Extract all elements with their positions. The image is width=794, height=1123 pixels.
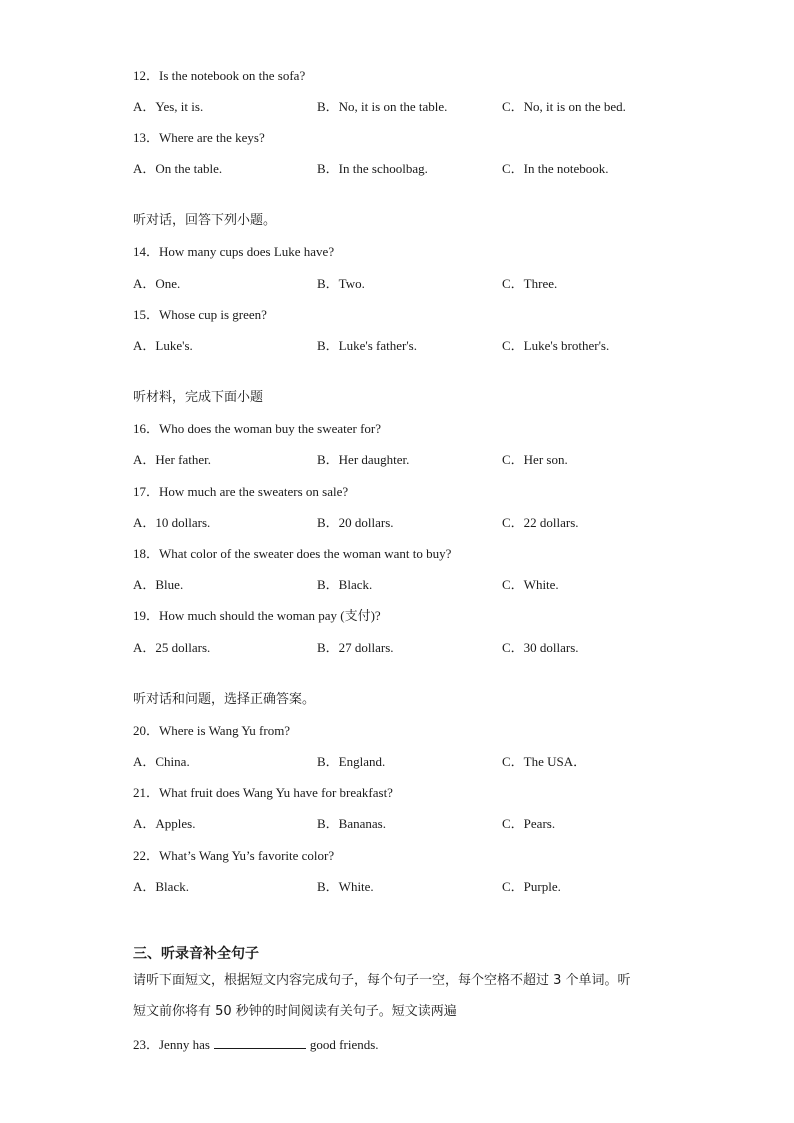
option-17-b: B．20 dollars. (317, 515, 394, 530)
question-12: 12．Is the notebook on the sofa? (133, 68, 306, 83)
section-3-title: 三、听录音补全句子 (133, 946, 259, 962)
option-13-a: A．On the table. (133, 161, 223, 176)
option-13-c: C．In the notebook. (502, 161, 609, 176)
section-3-instruction-line-2: 短文前你将有 50 秒钟的时间阅读有关句子。短文读两遍 (133, 1004, 457, 1019)
question-23-prefix: 23．Jenny has (133, 1037, 210, 1052)
option-22-c: C．Purple. (502, 879, 561, 894)
option-21-c: C．Pears. (502, 816, 556, 831)
question-20: 20．Where is Wang Yu from? (133, 723, 291, 738)
option-14-b: B．Two. (317, 276, 365, 291)
option-17-c: C．22 dollars. (502, 515, 579, 530)
option-20-a: A．China. (133, 754, 190, 769)
option-19-a: A．25 dollars. (133, 640, 211, 655)
option-18-c: C．White. (502, 577, 559, 592)
instruction-dialogue-questions: 听对话和问题，选择正确答案。 (133, 692, 316, 707)
option-16-c: C．Her son. (502, 452, 568, 467)
question-16: 16．Who does the woman buy the sweater for? (133, 421, 382, 436)
option-19-b: B．27 dollars. (317, 640, 394, 655)
option-22-b: B．White. (317, 879, 374, 894)
question-13: 13．Where are the keys? (133, 130, 265, 145)
question-17: 17．How much are the sweaters on sale? (133, 484, 349, 499)
question-23 (133, 1036, 379, 1053)
option-17-a: A．10 dollars. (133, 515, 211, 530)
option-16-a: A．Her father. (133, 452, 211, 467)
option-21-a: A．Apples. (133, 816, 196, 831)
question-19: 19．How much should the woman pay (支付)? (133, 608, 381, 623)
option-14-c: C．Three. (502, 276, 558, 291)
option-19-c: C．30 dollars. (502, 640, 579, 655)
question-18: 18．What color of the sweater does the woman want to buy? (133, 546, 452, 561)
answer-blank[interactable] (214, 1036, 306, 1049)
option-18-a: A．Blue. (133, 577, 184, 592)
option-18-b: B．Black. (317, 577, 373, 592)
option-13-b: B．In the schoolbag. (317, 161, 428, 176)
option-15-c: C．Luke's brother's. (502, 338, 610, 353)
option-12-b: B．No, it is on the table. (317, 99, 448, 114)
instruction-material: 听材料，完成下面小题 (133, 390, 264, 405)
option-12-a: A．Yes, it is. (133, 99, 204, 114)
question-15: 15．Whose cup is green? (133, 307, 267, 322)
option-21-b: B．Bananas. (317, 816, 386, 831)
option-15-a: A．Luke's. (133, 338, 193, 353)
option-14-a: A．One. (133, 276, 181, 291)
question-21: 21．What fruit does Wang Yu have for breakfast? (133, 785, 393, 800)
option-15-b: B．Luke's father's. (317, 338, 417, 353)
question-14: 14．How many cups does Luke have? (133, 244, 335, 259)
section-3-instructions (133, 965, 663, 1027)
question-23-suffix: good friends. (309, 1037, 379, 1052)
instruction-dialogue-1: 听对话，回答下列小题。 (133, 213, 277, 228)
option-22-a: A．Black. (133, 879, 189, 894)
option-20-c: C．The USA． (502, 754, 587, 769)
option-12-c: C．No, it is on the bed. (502, 99, 626, 114)
section-3-instruction-line-1: 请听下面短文，根据短文内容完成句子，每个句子一空，每个空格不超过 3 个单词。听 (133, 973, 631, 988)
option-20-b: B．England. (317, 754, 386, 769)
option-16-b: B．Her daughter. (317, 452, 410, 467)
question-22: 22．What’s Wang Yu’s favorite color? (133, 848, 335, 863)
